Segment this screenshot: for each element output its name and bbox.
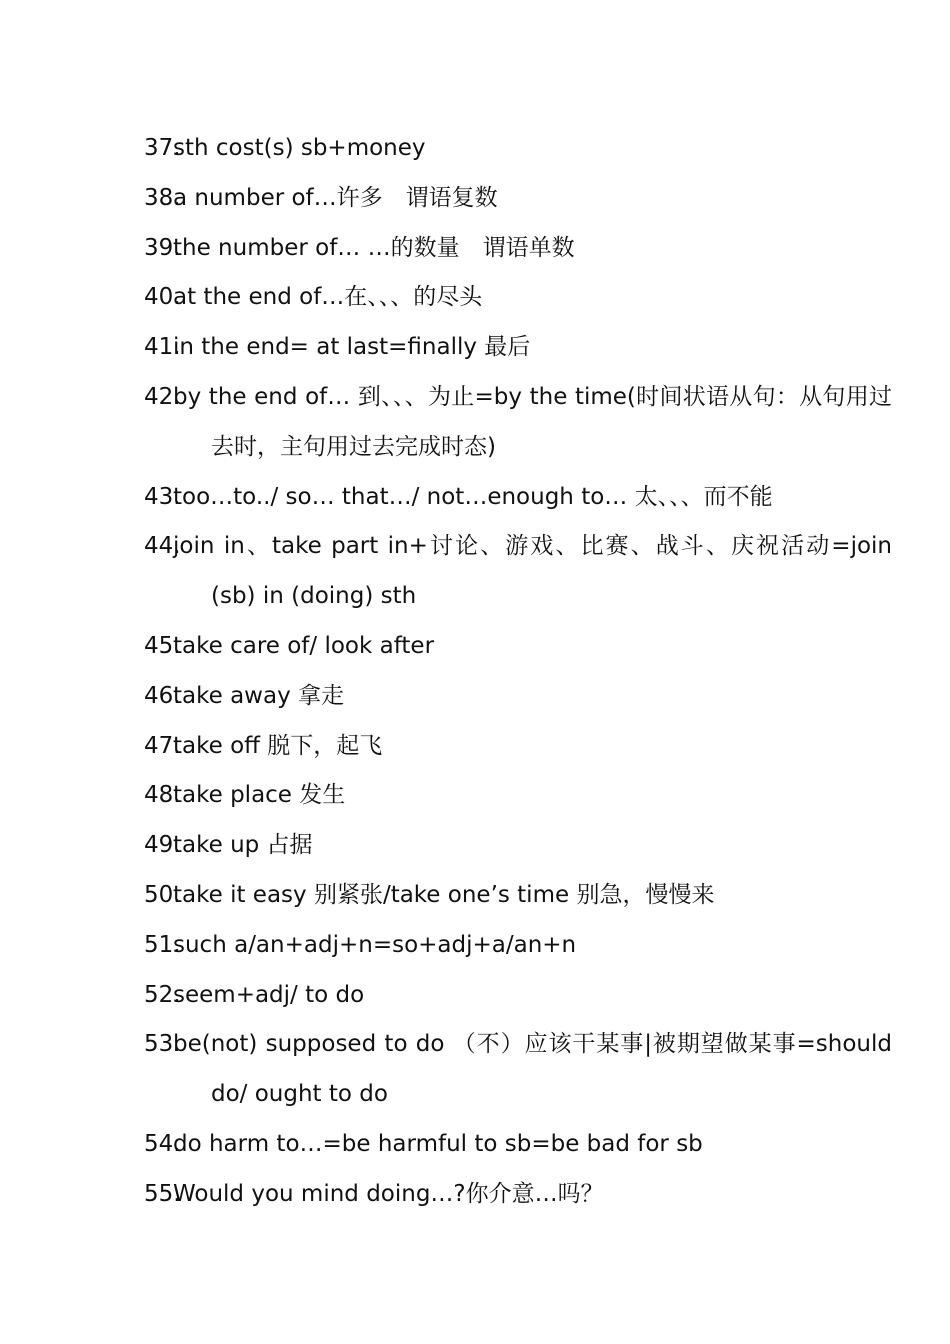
- list-item: [0, 971, 950, 1021]
- list-item: [0, 722, 950, 772]
- item-number: 49.: [144, 832, 181, 859]
- item-text: take care of/ look after: [173, 632, 435, 659]
- item-number: 50.: [144, 881, 181, 908]
- list-item: [0, 622, 950, 672]
- item-text: sth cost(s) sb+money: [173, 135, 426, 161]
- item-number: 47.: [144, 732, 181, 759]
- list-item: [0, 871, 950, 921]
- item-text: by the end of… 到、、、为止=by the time(时间状语从句：从句用过去时，主句用过去完成时态): [173, 383, 892, 460]
- list-item: [0, 323, 950, 373]
- list-item: [0, 373, 950, 473]
- list-item: [0, 821, 950, 871]
- item-number: 52.: [144, 981, 181, 1008]
- item-number: 51.: [144, 931, 181, 958]
- list-item: [0, 1120, 950, 1170]
- item-text: join in、take part in+讨论、游戏、比赛、战斗、庆祝活动=join (sb) in (doing) sth: [173, 533, 892, 610]
- item-number: 39.: [144, 234, 181, 261]
- item-text: seem+adj/ to do: [173, 981, 365, 1008]
- list-item: [0, 124, 950, 174]
- list-item: [0, 1170, 950, 1220]
- item-number: 42.: [144, 383, 181, 410]
- item-text: Would you mind doing…?你介意…吗？: [173, 1180, 604, 1207]
- item-number: 55.: [144, 1180, 181, 1207]
- list-item: [0, 921, 950, 971]
- list-item: [0, 174, 950, 224]
- list-item: [0, 273, 950, 323]
- item-number: 41.: [144, 334, 181, 361]
- item-number: 40.: [144, 284, 181, 311]
- item-text: at the end of…在、、、的尽头: [173, 284, 483, 311]
- item-text: the number of… …的数量 谓语单数: [173, 234, 575, 261]
- item-number: 37.: [144, 135, 181, 161]
- item-number: 46.: [144, 682, 181, 709]
- item-text: take away 拿走: [173, 682, 344, 709]
- item-text: take off 脱下，起飞: [173, 732, 383, 759]
- item-number: 45.: [144, 632, 181, 659]
- item-text: be(not) supposed to do （不）应该干某事|被期望做某事=should do/ ought to do: [173, 1031, 892, 1108]
- item-text: take it easy 别紧张/take one’s time 别急，慢慢来: [173, 881, 715, 908]
- item-number: 54.: [144, 1130, 181, 1157]
- item-text: take up 占据: [173, 832, 313, 859]
- list-item: [0, 522, 950, 622]
- item-number: 53.: [144, 1031, 181, 1058]
- item-number: 48.: [144, 782, 181, 809]
- item-number: 38.: [144, 184, 181, 211]
- list-item: [0, 473, 950, 523]
- list-item: [0, 1020, 950, 1120]
- list-item: [0, 771, 950, 821]
- item-text: in the end= at last=finally 最后: [173, 334, 531, 361]
- list-item: [0, 672, 950, 722]
- list-item: [0, 224, 950, 274]
- item-text: do harm to…=be harmful to sb=be bad for sb: [173, 1130, 703, 1157]
- item-number: 44.: [144, 533, 181, 560]
- item-text: such a/an+adj+n=so+adj+a/an+n: [173, 931, 577, 958]
- item-text: too…to../ so… that…/ not…enough to… 太、、、而不能: [173, 483, 773, 510]
- item-text: a number of…许多 谓语复数: [173, 184, 498, 211]
- item-number: 43.: [144, 483, 181, 510]
- document-page: [0, 124, 950, 1220]
- item-text: take place 发生: [173, 782, 346, 809]
